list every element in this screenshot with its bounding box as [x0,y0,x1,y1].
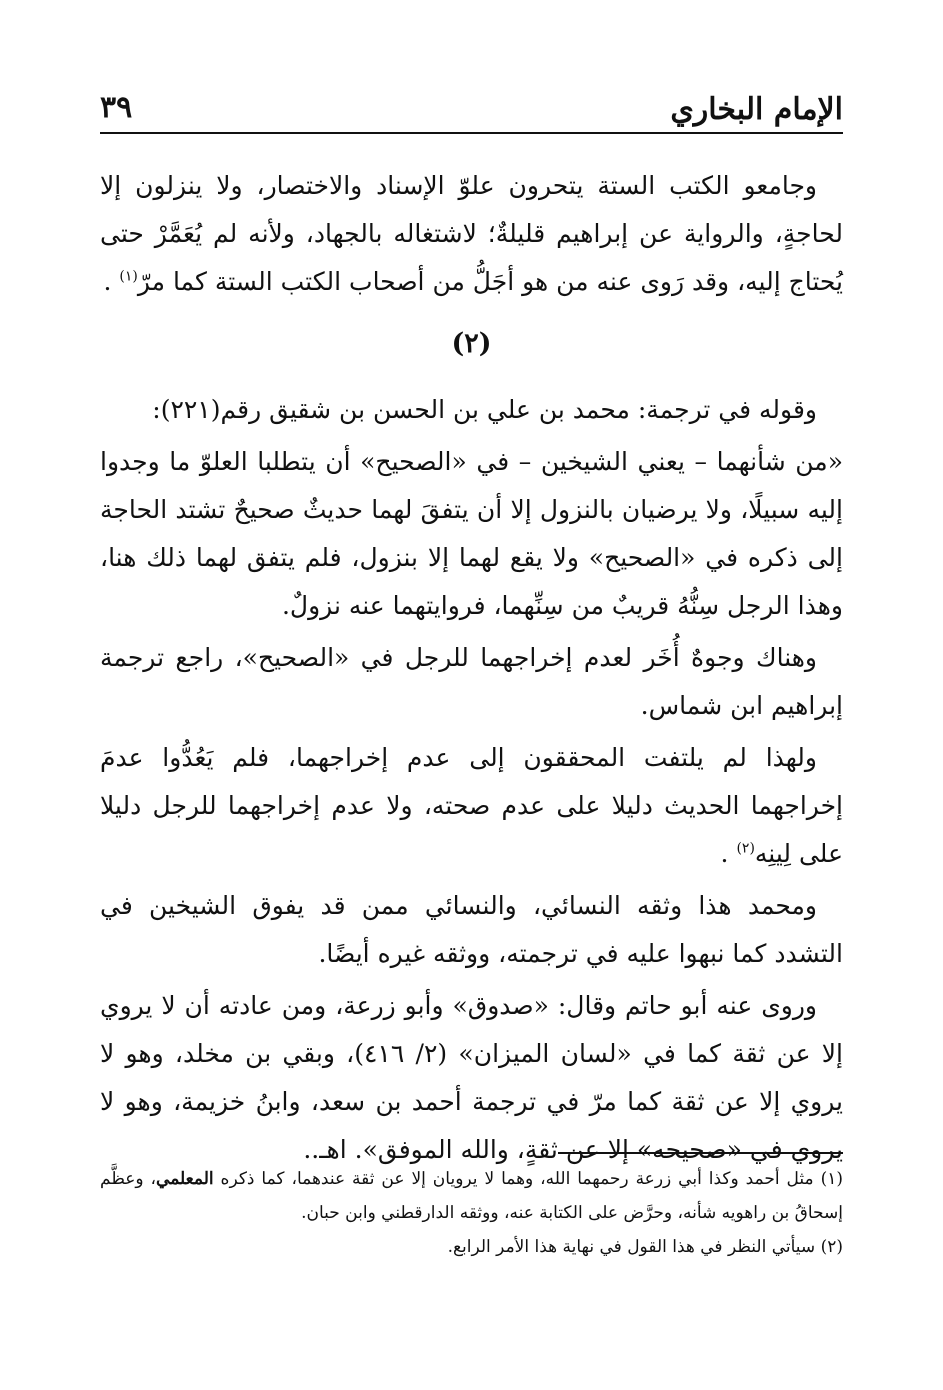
running-title: الإمام البخاري [670,92,843,127]
paragraph-3-quote: «من شأنهما – يعني الشيخين – في «الصحيح» أن يتطلبا العلوّ ما وجدوا إليه سبيلًا، ولا يرضيان بالنزول إلا أن يتفقَ لهما حديثٌ صحيحٌ تشتد الحاجة إلى ذكره في «الصحيح» ولا يقع لهما إلا بنزول، فلم يتفق لهما ذلك هنا، وهذا الرجل سِنُّهُ قريبٌ من سِنِّهما، فروايتهما عنه نزولٌ. [100,447,843,620]
main-text [100,162,843,1178]
footnote-1-text-a: (١) مثل أحمد وكذا أبي زرعة رحمهما الله، وهما لا يرويان إلا عن ثقة عندهما، كما ذكره [213,1169,843,1189]
page-number: ٣٩ [100,90,133,125]
footnote-ref-1: (١) [119,268,138,285]
footnote-1 [100,1162,843,1230]
paragraph-1-end: . [103,267,120,296]
paragraph-1 [100,162,843,306]
paragraph-2: وقوله في ترجمة: محمد بن علي بن الحسن بن شقيق رقم(٢٢١): [152,395,817,424]
paragraph-7: وروى عنه أبو حاتم وقال: «صدوق» وأبو زرعة، ومن عادته أن لا يروي إلا عن ثقة كما في «لسان الميزان» (٢/ ٤١٦)، وبقي بن مخلد، وهو لا يروي إلا عن ثقة كما مرّ في ترجمة أحمد بن سعد، وابنُ خزيمة، وهو لا يروي في «صحيحه» إلا عن ثقةٍ، والله الموفق». اهـ.. [100,991,843,1164]
paragraph-5-end: . [720,839,737,868]
paragraph-1-text: وجامعو الكتب الستة يتحرون علوّ الإسناد والاختصار، ولا ينزلون إلا لحاجةٍ، والرواية عن إبراهيم قليلةٌ؛ لاشتغاله بالجهاد، ولأنه لم يُعَمَّرْ حتى يُحتاج إليه، وقد رَوى عنه من هو أجَلُّ من أصحاب الكتب الستة كما مرّ [100,171,843,296]
paragraph-6: ومحمد هذا وثقه النسائي، والنسائي ممن قد يفوق الشيخين في التشدد كما نبهوا عليه في ترجمته، ووثقه غيره أيضًا. [100,891,843,968]
page-header [100,86,843,134]
footnote-ref-2: (٢) [736,840,755,857]
section-number: (٢) [451,328,492,359]
paragraph-5-text: ولهذا لم يلتفت المحققون إلى عدم إخراجهما، فلم يَعُدُّوا عدمَ إخراجهما الحديث دليلا على عدم صحته، ولا عدم إخراجهما للرجل دليلا على لِينِه [100,743,843,868]
footnotes [100,1162,843,1264]
paragraph-5 [100,734,843,878]
footnote-1-text-b: ، وعظَّم إسحاقُ بن راهويه شأنه، وحرَّض على الكتابة عنه، ووثقه الدارقطني وابن حبان. [100,1169,843,1223]
footnote-2: (٢) سيأتي النظر في هذا القول في نهاية هذا الأمر الرابع. [447,1237,843,1257]
paragraph-4: وهناك وجوهٌ أُخَر لعدم إخراجهما للرجل في «الصحيح»، راجع ترجمة إبراهيم ابن شماس. [100,643,843,720]
footnote-1-name: المعلمي [156,1169,214,1189]
footnote-separator [558,1152,843,1154]
